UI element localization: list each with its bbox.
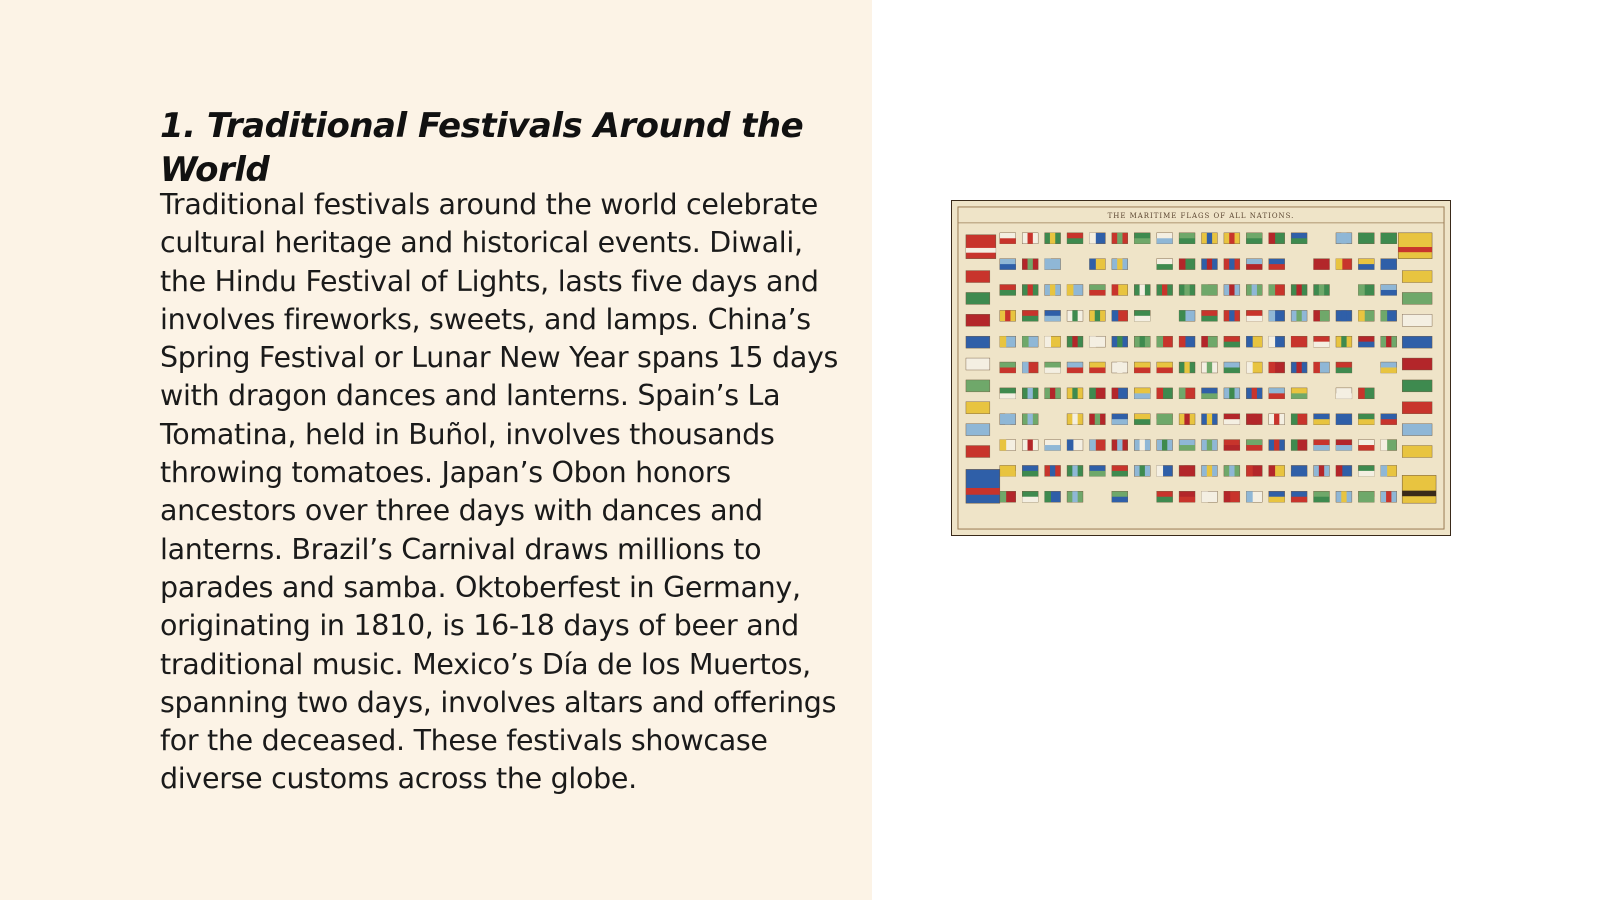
flag-stripe xyxy=(1246,264,1262,269)
flag-stripe xyxy=(1386,336,1391,347)
flag-stripe xyxy=(1140,285,1145,296)
flag-stripe xyxy=(1157,388,1163,399)
flag-stripe xyxy=(1179,497,1195,502)
flag-stripe xyxy=(1229,285,1234,296)
flag-stripe xyxy=(1112,285,1118,296)
flag-stripe xyxy=(1201,316,1217,321)
flag-icon xyxy=(966,424,990,436)
flag-stripe xyxy=(1134,238,1150,243)
flag-stripe xyxy=(1291,336,1297,347)
flag-stripe xyxy=(1000,393,1016,398)
flag-icon xyxy=(966,446,990,458)
flag-stripe xyxy=(1112,310,1118,321)
flag-icon xyxy=(1402,314,1432,326)
flag-stripe xyxy=(1179,310,1185,321)
flag-stripe xyxy=(1269,264,1285,269)
flag-stripe xyxy=(1229,259,1234,270)
flag-stripe xyxy=(1246,445,1262,450)
flag-stripe xyxy=(1157,368,1173,373)
flag-stripe xyxy=(1045,491,1051,502)
flag-stripe xyxy=(1000,336,1006,347)
slide-body-text: Traditional festivals around the world celebrate cultural heritage and historical events. Diwali, the Hindu Festival of Lights, lasts five days and involves fireworks, sweets, and lamps. China’s Spring Festival or Lunar New Year spans 15 days with dragon dances and lanterns. Spain’s La Tomatina, held in Buñol, involves thousands throwing tomatoes. Japan’s Obon honors ancestors over three days with dances and lanterns. Brazil’s Carnival draws millions to parades and samba. Oktoberfest in Germany, originating in 1810, is 16-18 days of beer and traditional music. Mexico’s Día de los Muertos, spanning two days, involves altars and offerings for the deceased. These festivals showcase diverse customs across the globe. xyxy=(160,188,839,796)
flag-stripe xyxy=(1336,445,1352,450)
flag-stripe xyxy=(1045,259,1051,270)
flag-stripe xyxy=(1229,310,1234,321)
flag-stripe xyxy=(1224,491,1230,502)
flag-stripe xyxy=(1089,440,1095,451)
flag-stripe xyxy=(1291,414,1297,425)
flag-icon xyxy=(966,336,990,348)
flag-stripe xyxy=(1089,259,1095,270)
flag-stripe xyxy=(1269,465,1275,476)
flag-stripe xyxy=(1045,368,1061,373)
flag-stripe xyxy=(1072,465,1077,476)
flag-stripe xyxy=(1381,419,1397,424)
flag-stripe xyxy=(1201,285,1207,296)
flag-icon xyxy=(1402,380,1432,392)
flag-stripe xyxy=(1179,259,1185,270)
flag-stripe xyxy=(1274,414,1279,425)
flag-stripe xyxy=(1246,316,1262,321)
flag-stripe xyxy=(1045,336,1051,347)
flag-stripe xyxy=(1000,290,1016,295)
flag-stripe xyxy=(1319,285,1324,296)
large-flag-icon xyxy=(1402,475,1436,503)
flag-stripe xyxy=(1179,336,1185,347)
flag-stripe xyxy=(1246,465,1252,476)
flag-stripe xyxy=(1336,419,1352,424)
flag-stripe xyxy=(1089,388,1095,399)
flag-stripe xyxy=(1162,285,1167,296)
flag-stripe xyxy=(1252,388,1257,399)
flag-stripe xyxy=(1095,310,1100,321)
flag-stripe xyxy=(1358,497,1374,502)
flag-stripe xyxy=(1274,440,1279,451)
flag-stripe xyxy=(1134,368,1150,373)
flag-icon xyxy=(1402,358,1432,370)
flag-stripe xyxy=(1050,233,1055,244)
flag-stripe xyxy=(1269,310,1275,321)
flag-stripe xyxy=(1314,362,1320,373)
flag-stripe xyxy=(1336,259,1342,270)
flag-stripe xyxy=(1319,465,1324,476)
flag-stripe xyxy=(1314,264,1330,269)
flag-stripe xyxy=(1207,465,1212,476)
flag-icon xyxy=(1402,292,1432,304)
flag-stripe xyxy=(1341,491,1346,502)
flag-stripe xyxy=(1067,285,1073,296)
image-caption: THE MARITIME FLAGS OF ALL NATIONS. xyxy=(1107,211,1295,220)
flag-stripe xyxy=(1246,362,1252,373)
flag-stripe xyxy=(1291,238,1307,243)
flag-stripe xyxy=(1269,362,1275,373)
flag-stripe xyxy=(1314,445,1330,450)
flag-stripe xyxy=(1291,497,1307,502)
flag-stripe xyxy=(1157,238,1173,243)
flag-icon xyxy=(1402,271,1432,283)
flag-stripe xyxy=(1050,388,1055,399)
flag-stripe xyxy=(1207,233,1212,244)
flag-stripe xyxy=(1314,419,1330,424)
flag-stripe xyxy=(1291,393,1307,398)
flag-stripe xyxy=(1358,264,1374,269)
flag-stripe xyxy=(1229,465,1234,476)
flag-stripe xyxy=(1386,491,1391,502)
flag-stripe xyxy=(1341,233,1346,244)
flag-stripe xyxy=(1028,285,1033,296)
flag-stripe xyxy=(1117,233,1122,244)
flag-stripe xyxy=(1358,233,1364,244)
flag-stripe xyxy=(1358,285,1364,296)
flag-icon xyxy=(966,292,990,304)
flag-stripe xyxy=(1028,233,1033,244)
flag-stripe xyxy=(1157,264,1173,269)
flag-stripe xyxy=(1022,497,1038,502)
flag-stripe xyxy=(1358,342,1374,347)
flag-stripe xyxy=(1358,310,1364,321)
flag-icon xyxy=(966,380,990,392)
flag-icon xyxy=(1402,402,1432,414)
flag-stripe xyxy=(1000,238,1016,243)
flag-stripe xyxy=(1050,285,1055,296)
flag-stripe xyxy=(1179,445,1195,450)
flag-stripe xyxy=(1341,336,1346,347)
flag-stripe xyxy=(1112,497,1128,502)
flag-stripe xyxy=(1162,440,1167,451)
flag-stripe xyxy=(1246,336,1252,347)
flag-stripe xyxy=(1028,440,1033,451)
flag-stripe xyxy=(1072,388,1077,399)
flag-stripe xyxy=(1157,465,1163,476)
flag-icon xyxy=(1402,446,1432,458)
flag-stripe xyxy=(1296,310,1301,321)
flag-stripe xyxy=(1045,316,1061,321)
flag-icon xyxy=(1402,336,1432,348)
flag-stripe xyxy=(1089,336,1095,347)
flag-stripe xyxy=(1112,419,1128,424)
flag-stripe xyxy=(1140,336,1145,347)
flag-stripe xyxy=(1291,471,1307,476)
flag-stripe xyxy=(1224,419,1240,424)
flag-stripe xyxy=(1000,264,1016,269)
flag-stripe xyxy=(1252,414,1257,425)
flag-stripe xyxy=(1000,440,1006,451)
flag-stripe xyxy=(1095,414,1100,425)
flag-stripe xyxy=(1269,393,1285,398)
flag-stripe xyxy=(1179,238,1195,243)
flag-stripe xyxy=(1117,259,1122,270)
flag-stripe xyxy=(1005,310,1010,321)
flag-stripe xyxy=(1089,290,1105,295)
large-flag-icon xyxy=(1398,233,1432,259)
flag-stripe xyxy=(1269,285,1275,296)
flag-stripe xyxy=(1224,368,1240,373)
flag-stripe xyxy=(1207,414,1212,425)
flag-stripe xyxy=(1269,497,1285,502)
flag-stripe xyxy=(1000,368,1016,373)
flag-stripe xyxy=(1381,440,1387,451)
flag-stripe xyxy=(1381,264,1397,269)
flag-stripe xyxy=(1022,471,1038,476)
flag-stripe xyxy=(1358,388,1364,399)
flags-chart-picture xyxy=(952,201,1450,535)
flag-stripe xyxy=(1207,259,1212,270)
flag-stripe xyxy=(1117,362,1122,373)
flag-stripe xyxy=(1229,233,1234,244)
flag-stripe xyxy=(1140,440,1145,451)
flag-stripe xyxy=(1022,362,1028,373)
flag-stripe xyxy=(1358,419,1374,424)
flag-stripe xyxy=(1157,497,1173,502)
flag-stripe xyxy=(1336,465,1342,476)
flag-stripe xyxy=(1269,336,1275,347)
flag-icon xyxy=(1402,424,1432,436)
flag-stripe xyxy=(1358,471,1374,476)
flag-stripe xyxy=(1201,336,1207,347)
flag-stripe xyxy=(1000,491,1006,502)
flag-stripe xyxy=(1067,368,1083,373)
flag-stripe xyxy=(1314,310,1320,321)
flag-icon xyxy=(966,402,990,414)
flag-stripe xyxy=(1229,388,1234,399)
flag-stripe xyxy=(1381,465,1387,476)
flag-stripe xyxy=(1381,368,1397,373)
large-flag-icon xyxy=(966,235,996,259)
flag-stripe xyxy=(1000,471,1016,476)
flag-stripe xyxy=(1246,491,1252,502)
slide-title: 1. Traditional Festivals Around the World xyxy=(160,106,804,190)
flag-stripe xyxy=(1184,362,1189,373)
flag-stripe xyxy=(1112,388,1118,399)
flag-stripe xyxy=(1224,342,1240,347)
flag-stripe xyxy=(1246,238,1262,243)
flag-stripe xyxy=(1179,388,1185,399)
flag-stripe xyxy=(1089,368,1105,373)
flag-stripe xyxy=(1341,310,1346,321)
flag-stripe xyxy=(1269,233,1275,244)
flag-stripe xyxy=(1028,414,1033,425)
flag-stripe xyxy=(1022,316,1038,321)
flag-stripe xyxy=(1089,233,1095,244)
flag-icon xyxy=(966,271,990,283)
flag-stripe xyxy=(1140,465,1145,476)
flag-stripe xyxy=(1296,362,1301,373)
flag-stripe xyxy=(1117,336,1122,347)
flag-icon xyxy=(966,314,990,326)
flag-stripe xyxy=(1028,259,1033,270)
flag-stripe xyxy=(1072,491,1077,502)
flag-stripe xyxy=(1067,440,1073,451)
flag-stripe xyxy=(1067,238,1083,243)
flag-stripe xyxy=(1045,445,1061,450)
flag-stripe xyxy=(1022,336,1028,347)
flag-stripe xyxy=(1184,414,1189,425)
flag-stripe xyxy=(1252,285,1257,296)
flag-stripe xyxy=(1224,445,1240,450)
flag-stripe xyxy=(1336,368,1352,373)
flag-stripe xyxy=(1184,465,1189,476)
flag-stripe xyxy=(966,248,996,253)
flag-stripe xyxy=(1207,362,1212,373)
flag-stripe xyxy=(1207,440,1212,451)
flag-stripe xyxy=(1381,290,1397,295)
flag-stripe xyxy=(1184,285,1189,296)
flag-stripe xyxy=(1112,471,1128,476)
large-flag-icon xyxy=(966,469,1000,503)
flag-stripe xyxy=(1358,445,1374,450)
flag-stripe xyxy=(1314,497,1330,502)
flag-stripe xyxy=(1005,414,1010,425)
flag-stripe xyxy=(1381,238,1397,243)
flag-stripe xyxy=(1201,393,1217,398)
flag-stripe xyxy=(1157,419,1173,424)
maritime-flags-image xyxy=(951,200,1451,536)
flag-stripe xyxy=(1296,285,1301,296)
flag-stripe xyxy=(1381,310,1387,321)
flag-stripe xyxy=(1201,491,1207,502)
flag-stripe xyxy=(1402,491,1436,497)
flag-stripe xyxy=(1314,342,1330,347)
flag-stripe xyxy=(1336,393,1352,398)
flag-stripe xyxy=(966,488,1000,495)
flag-stripe xyxy=(1028,388,1033,399)
flag-stripe xyxy=(1134,316,1150,321)
flag-stripe xyxy=(1398,247,1432,252)
flag-stripe xyxy=(1089,471,1105,476)
flag-stripe xyxy=(1157,336,1163,347)
flag-stripe xyxy=(1291,440,1297,451)
flag-icon xyxy=(966,358,990,370)
flag-stripe xyxy=(1072,310,1077,321)
flag-stripe xyxy=(1072,414,1077,425)
flag-stripe xyxy=(1117,440,1122,451)
flag-stripe xyxy=(1072,336,1077,347)
flag-stripe xyxy=(1050,465,1055,476)
flag-stripe xyxy=(1134,419,1150,424)
flag-stripe xyxy=(1134,393,1150,398)
